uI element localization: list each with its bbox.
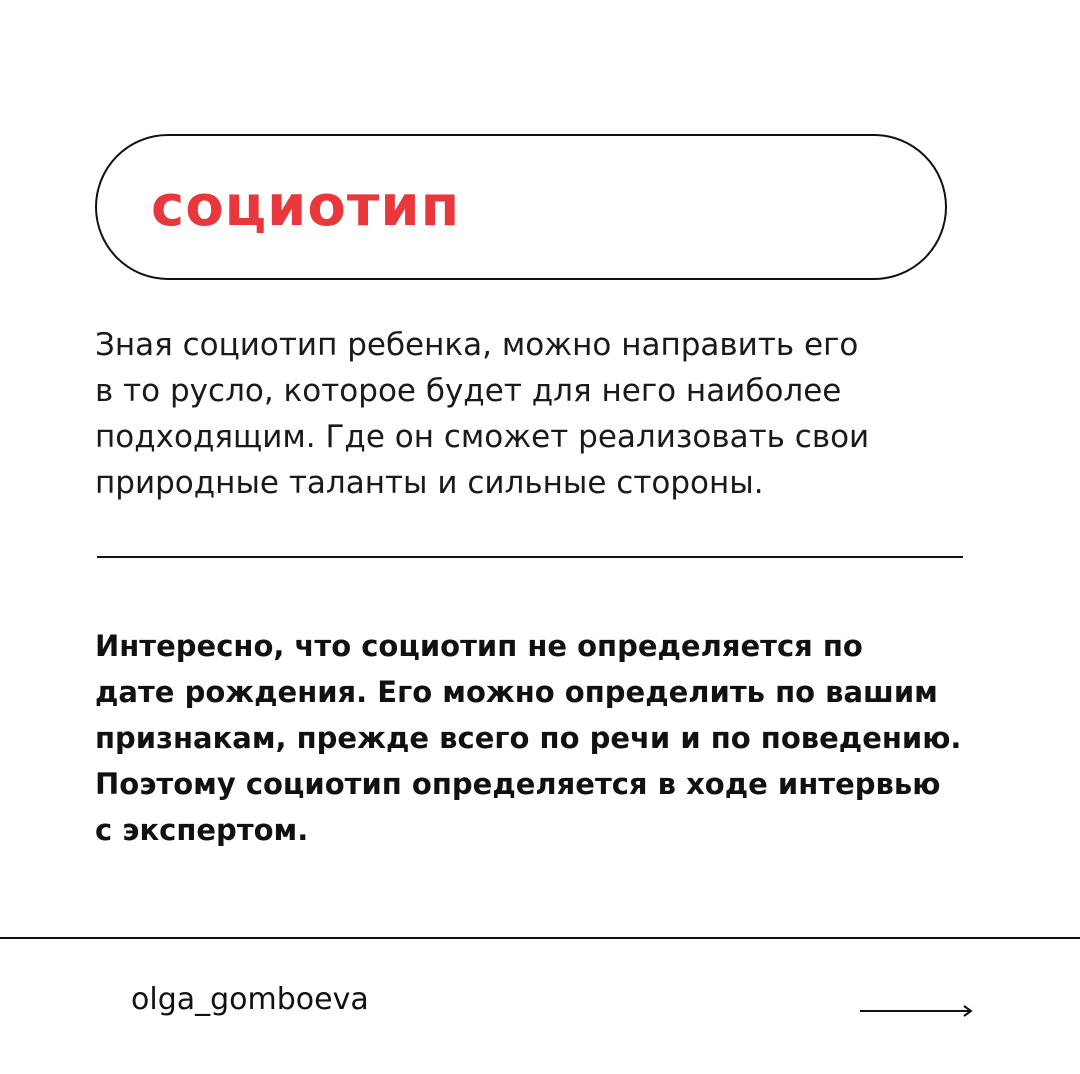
note-paragraph — [95, 623, 1035, 853]
arrow-right-icon[interactable] — [858, 1000, 974, 1022]
note-line: с экспертом. — [95, 813, 309, 847]
intro-paragraph — [95, 322, 995, 506]
author-handle: olga_gomboeva — [131, 982, 369, 1017]
intro-line: в то русло, которое будет для него наиболее — [95, 373, 842, 409]
note-line: дате рождения. Его можно определить по вашим — [95, 675, 938, 709]
intro-line: Зная социотип ребенка, можно направить его — [95, 327, 859, 363]
intro-line: природные таланты и сильные стороны. — [95, 465, 764, 501]
note-line: Интересно, что социотип не определяется по — [95, 629, 863, 663]
divider — [97, 556, 963, 558]
intro-line: подходящим. Где он сможет реализовать свои — [95, 419, 870, 455]
footer-divider — [0, 937, 1080, 939]
note-line: Поэтому социотип определяется в ходе интервью — [95, 767, 941, 801]
note-line: признакам, прежде всего по речи и по поведению. — [95, 721, 962, 755]
title-text: социотип — [151, 174, 461, 239]
title-pill — [95, 134, 947, 280]
